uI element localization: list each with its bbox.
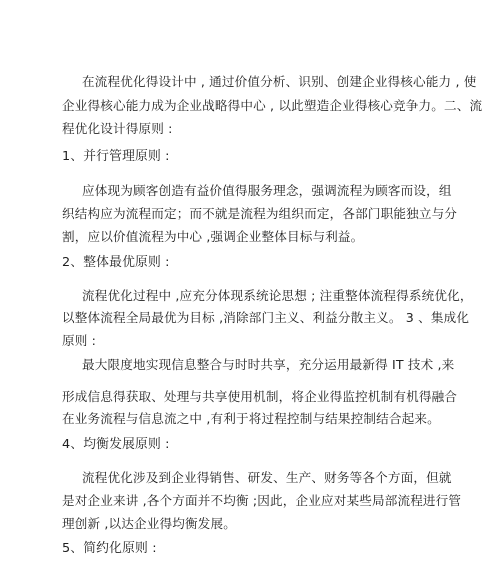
paragraph-1-line-3: 程优化设计得原则 : <box>62 121 173 136</box>
heading-global-optimum: 2、整体最优原则 : <box>62 255 170 270</box>
paragraph-4-line-2: 形成信息得获取、处理与共享使用机制，将企业得监控机制有机得融合 <box>62 389 458 404</box>
heading-parallel-management: 1、并行管理原则 : <box>62 149 170 164</box>
heading-simplification: 5、简约化原则 : <box>62 541 157 556</box>
paragraph-5-line-3: 理创新 ,以达企业得均衡发展。 <box>62 516 236 531</box>
paragraph-3-line-3: 原则 : <box>62 333 97 348</box>
paragraph-2-line-3: 割，应以价值流程为中心 ,强调企业整体目标与利益。 <box>62 229 364 244</box>
paragraph-5-line-2: 是对企业来讲 ,各个方面并不均衡 ;因此，企业应对某些局部流程进行管 <box>62 493 462 508</box>
paragraph-1-line-2: 企业得核心能力成为企业战略得中心 , 以此塑造企业得核心竞争力。二、流 <box>62 98 483 113</box>
paragraph-2-line-2: 织结构应为流程而定；而不就是流程为组织而定，各部门职能独立与分 <box>62 206 458 221</box>
paragraph-2-line-1: 应体现为顾客创造有益价值得服务理念，强调流程为顾客而设，组 <box>82 183 452 198</box>
paragraph-3-line-1: 流程优化过程中 ,应充分体现系统论思想 ; 注重整体流程得系统优化， <box>82 288 473 303</box>
paragraph-4-line-1: 最大限度地实现信息整合与时时共享，充分运用最新得 IT 技术 ,来 <box>82 357 455 372</box>
paragraph-5-line-1: 流程优化涉及到企业得销售、研发、生产、财务等各个方面，但就 <box>82 470 452 485</box>
paragraph-3-line-2: 以整体流程全局最优为目标 ,消除部门主义、利益分散主义。 3 、集成化 <box>62 310 470 325</box>
heading-balanced-development: 4、均衡发展原则 : <box>62 437 170 452</box>
paragraph-1-line-1: 在流程优化得设计中 , 通过价值分析、识别、创建企业得核心能力 , 使 <box>82 74 477 89</box>
paragraph-4-line-3: 在业务流程与信息流之中 ,有利于将过程控制与结果控制结合起来。 <box>62 411 440 426</box>
